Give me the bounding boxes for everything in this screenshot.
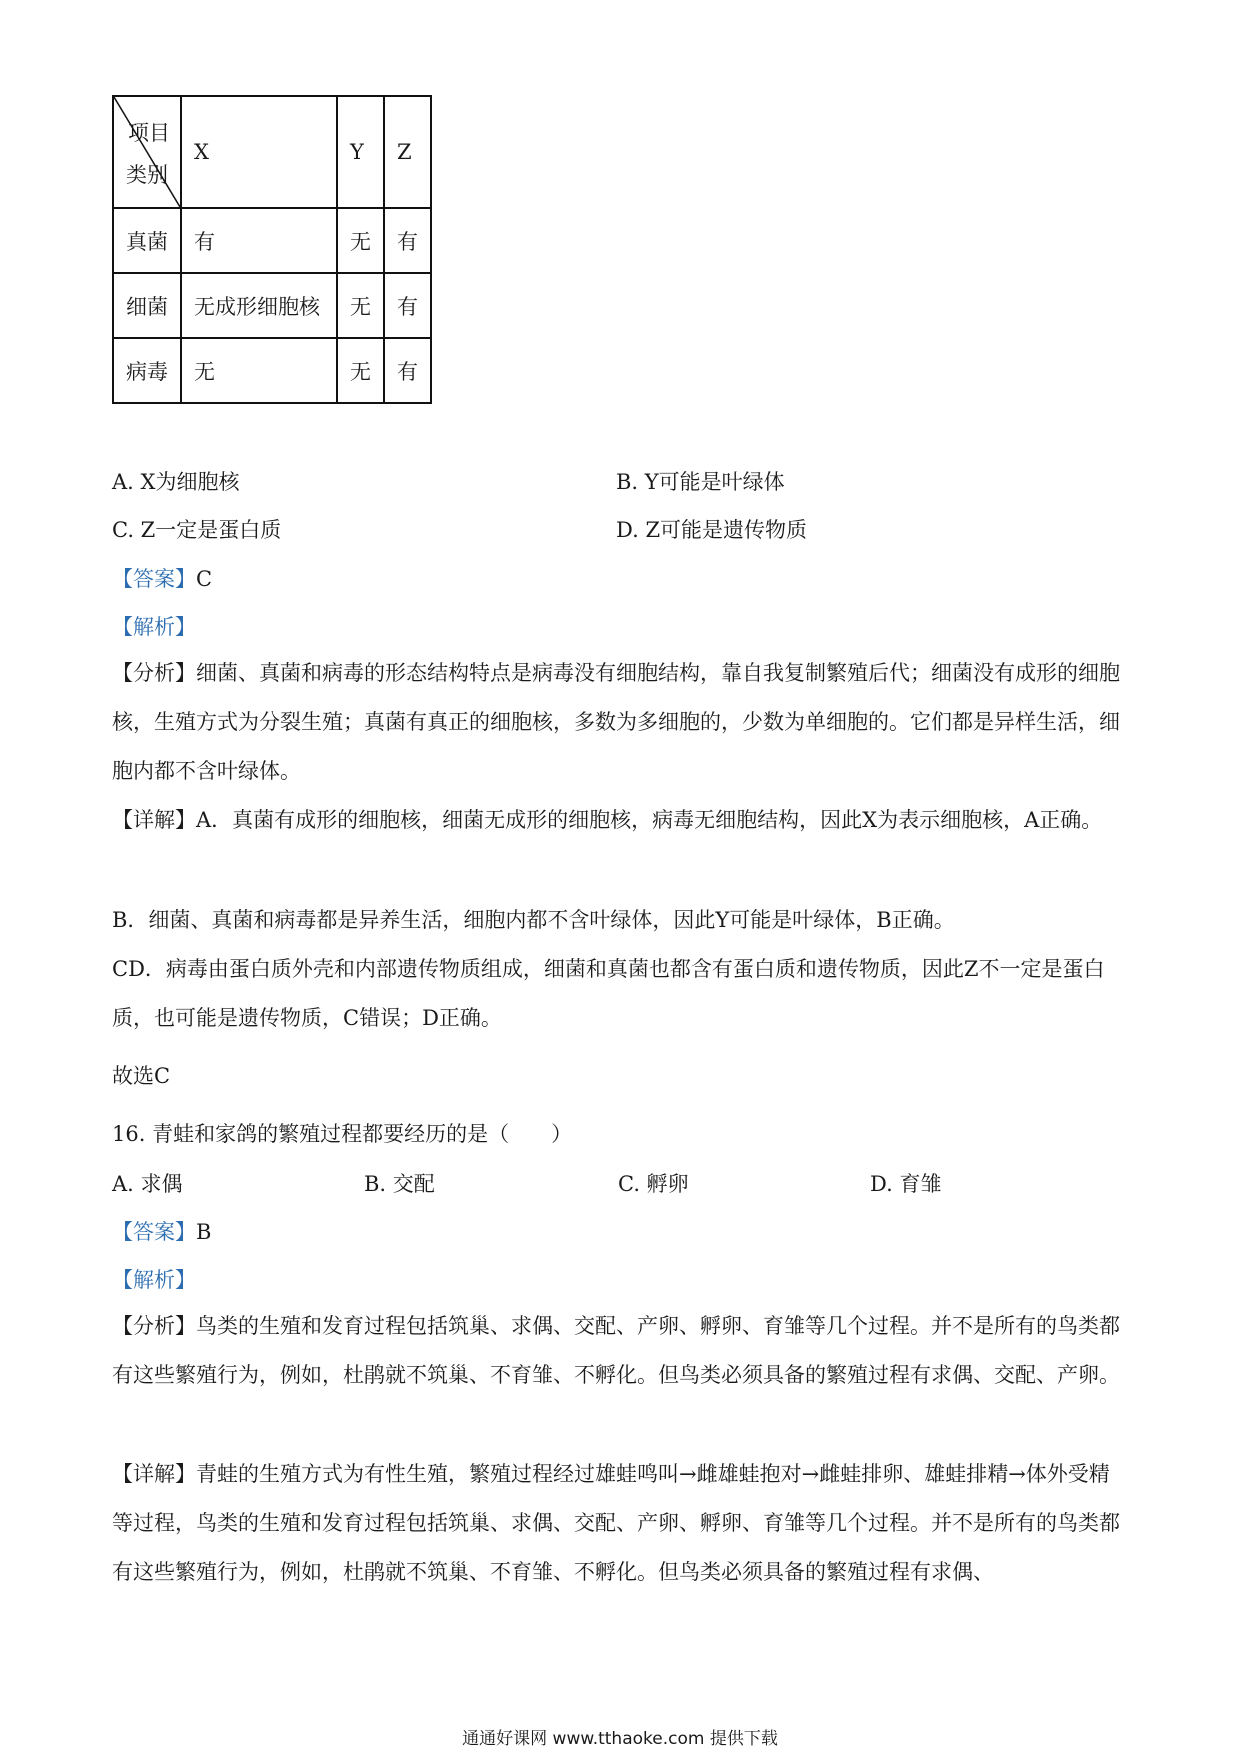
table-row xyxy=(113,208,431,273)
q16-question: 16. 青蛙和家鸽的繁殖过程都要经历的是（ ） xyxy=(112,1122,573,1146)
q15-xiangjie-a xyxy=(112,796,1122,845)
answer-tag: 【答案】 xyxy=(112,567,196,591)
q16-fenxi xyxy=(112,1302,1122,1400)
header-category: 类别 xyxy=(126,163,168,187)
cell-x: 无成形细胞核 xyxy=(181,273,337,338)
q15-option-d: D. Z可能是遗传物质 xyxy=(616,518,808,542)
q15-xiangjie-cd: CD．病毒由蛋白质外壳和内部遗传物质组成，细菌和真菌也都含有蛋白质和遗传物质，因此Z不一定是蛋白质，也可能是遗传物质，C错误；D正确。 xyxy=(112,957,1105,1030)
row-name: 病毒 xyxy=(113,338,181,403)
cell-x: 无 xyxy=(181,338,337,403)
cell-y: 无 xyxy=(337,338,384,403)
fenxi-text: 鸟类的生殖和发育过程包括筑巢、求偶、交配、产卵、孵卵、育雏等几个过程。并不是所有的鸟类都有这些繁殖行为，例如，杜鹃就不筑巢、不育雏、不孵化。但鸟类必须具备的繁殖过程有求偶、交配、产卵。 xyxy=(112,1314,1120,1387)
cell-z: 有 xyxy=(384,208,431,273)
cell-y: 无 xyxy=(337,208,384,273)
q15-option-b: B. Y可能是叶绿体 xyxy=(616,470,785,494)
answer-value: B xyxy=(196,1220,212,1244)
answer-value: C xyxy=(196,567,213,591)
header-y: Y xyxy=(337,96,384,208)
q16-option-d: D. 育雏 xyxy=(870,1172,942,1196)
q16-analysis-tag: 【解析】 xyxy=(112,1268,196,1292)
xiangjie-a-text: A．真菌有成形的细胞核，细菌无成形的细胞核，病毒无细胞结构，因此X为表示细胞核，A正确。 xyxy=(196,808,1103,832)
q15-answer xyxy=(112,563,212,593)
q15-option-c: C. Z一定是蛋白质 xyxy=(112,518,282,542)
fenxi-tag: 【分析】 xyxy=(112,661,196,685)
cell-x: 有 xyxy=(181,208,337,273)
q16-xiangjie xyxy=(112,1450,1122,1597)
row-name: 真菌 xyxy=(113,208,181,273)
xiangjie-text: 青蛙的生殖方式为有性生殖，繁殖过程经过雄蛙鸣叫→雌雄蛙抱对→雌蛙排卵、雄蛙排精→体外受精等过程，鸟类的生殖和发育过程包括筑巢、求偶、交配、产卵、孵卵、育雏等几个过程。并不是所有的鸟类都有这些繁殖行为，例如，杜鹃就不筑巢、不育雏、不孵化。但鸟类必须具备的繁殖过程有求偶、 xyxy=(112,1462,1120,1584)
header-project: 项目 xyxy=(128,121,170,145)
table-row xyxy=(113,273,431,338)
q16-option-b: B. 交配 xyxy=(364,1172,435,1196)
fenxi-text: 细菌、真菌和病毒的形态结构特点是病毒没有细胞结构，靠自我复制繁殖后代；细菌没有成形的细胞核，生殖方式为分裂生殖；真菌有真正的细胞核，多数为多细胞的，少数为单细胞的。它们都是异样生活，细胞内都不含叶绿体。 xyxy=(112,661,1120,783)
table-row xyxy=(113,338,431,403)
q15-analysis-tag: 【解析】 xyxy=(112,615,196,639)
q16-answer xyxy=(112,1216,211,1246)
header-x: X xyxy=(181,96,337,208)
cell-z: 有 xyxy=(384,338,431,403)
cell-y: 无 xyxy=(337,273,384,338)
xiangjie-tag: 【详解】 xyxy=(112,808,196,832)
q16-option-a: A. 求偶 xyxy=(112,1172,183,1196)
answer-tag: 【答案】 xyxy=(112,1220,196,1244)
q15-option-a: A. X为细胞核 xyxy=(112,470,240,494)
q15-xiangjie-b: B．细菌、真菌和病毒都是异养生活，细胞内都不含叶绿体，因此Y可能是叶绿体，B正确。 xyxy=(112,908,955,932)
table-header-row xyxy=(113,96,431,208)
fenxi-tag: 【分析】 xyxy=(112,1314,196,1338)
comparison-table xyxy=(112,95,432,404)
q15-fenxi xyxy=(112,649,1122,796)
diagonal-line xyxy=(114,97,180,207)
header-z: Z xyxy=(384,96,431,208)
diagonal-header-cell xyxy=(113,96,181,208)
q16-option-c: C. 孵卵 xyxy=(618,1172,689,1196)
row-name: 细菌 xyxy=(113,273,181,338)
q15-conclusion: 故选C xyxy=(112,1064,171,1088)
xiangjie-tag: 【详解】 xyxy=(112,1462,196,1486)
cell-z: 有 xyxy=(384,273,431,338)
page-footer: 通通好课网 www.tthaoke.com 提供下载 xyxy=(462,1729,778,1749)
